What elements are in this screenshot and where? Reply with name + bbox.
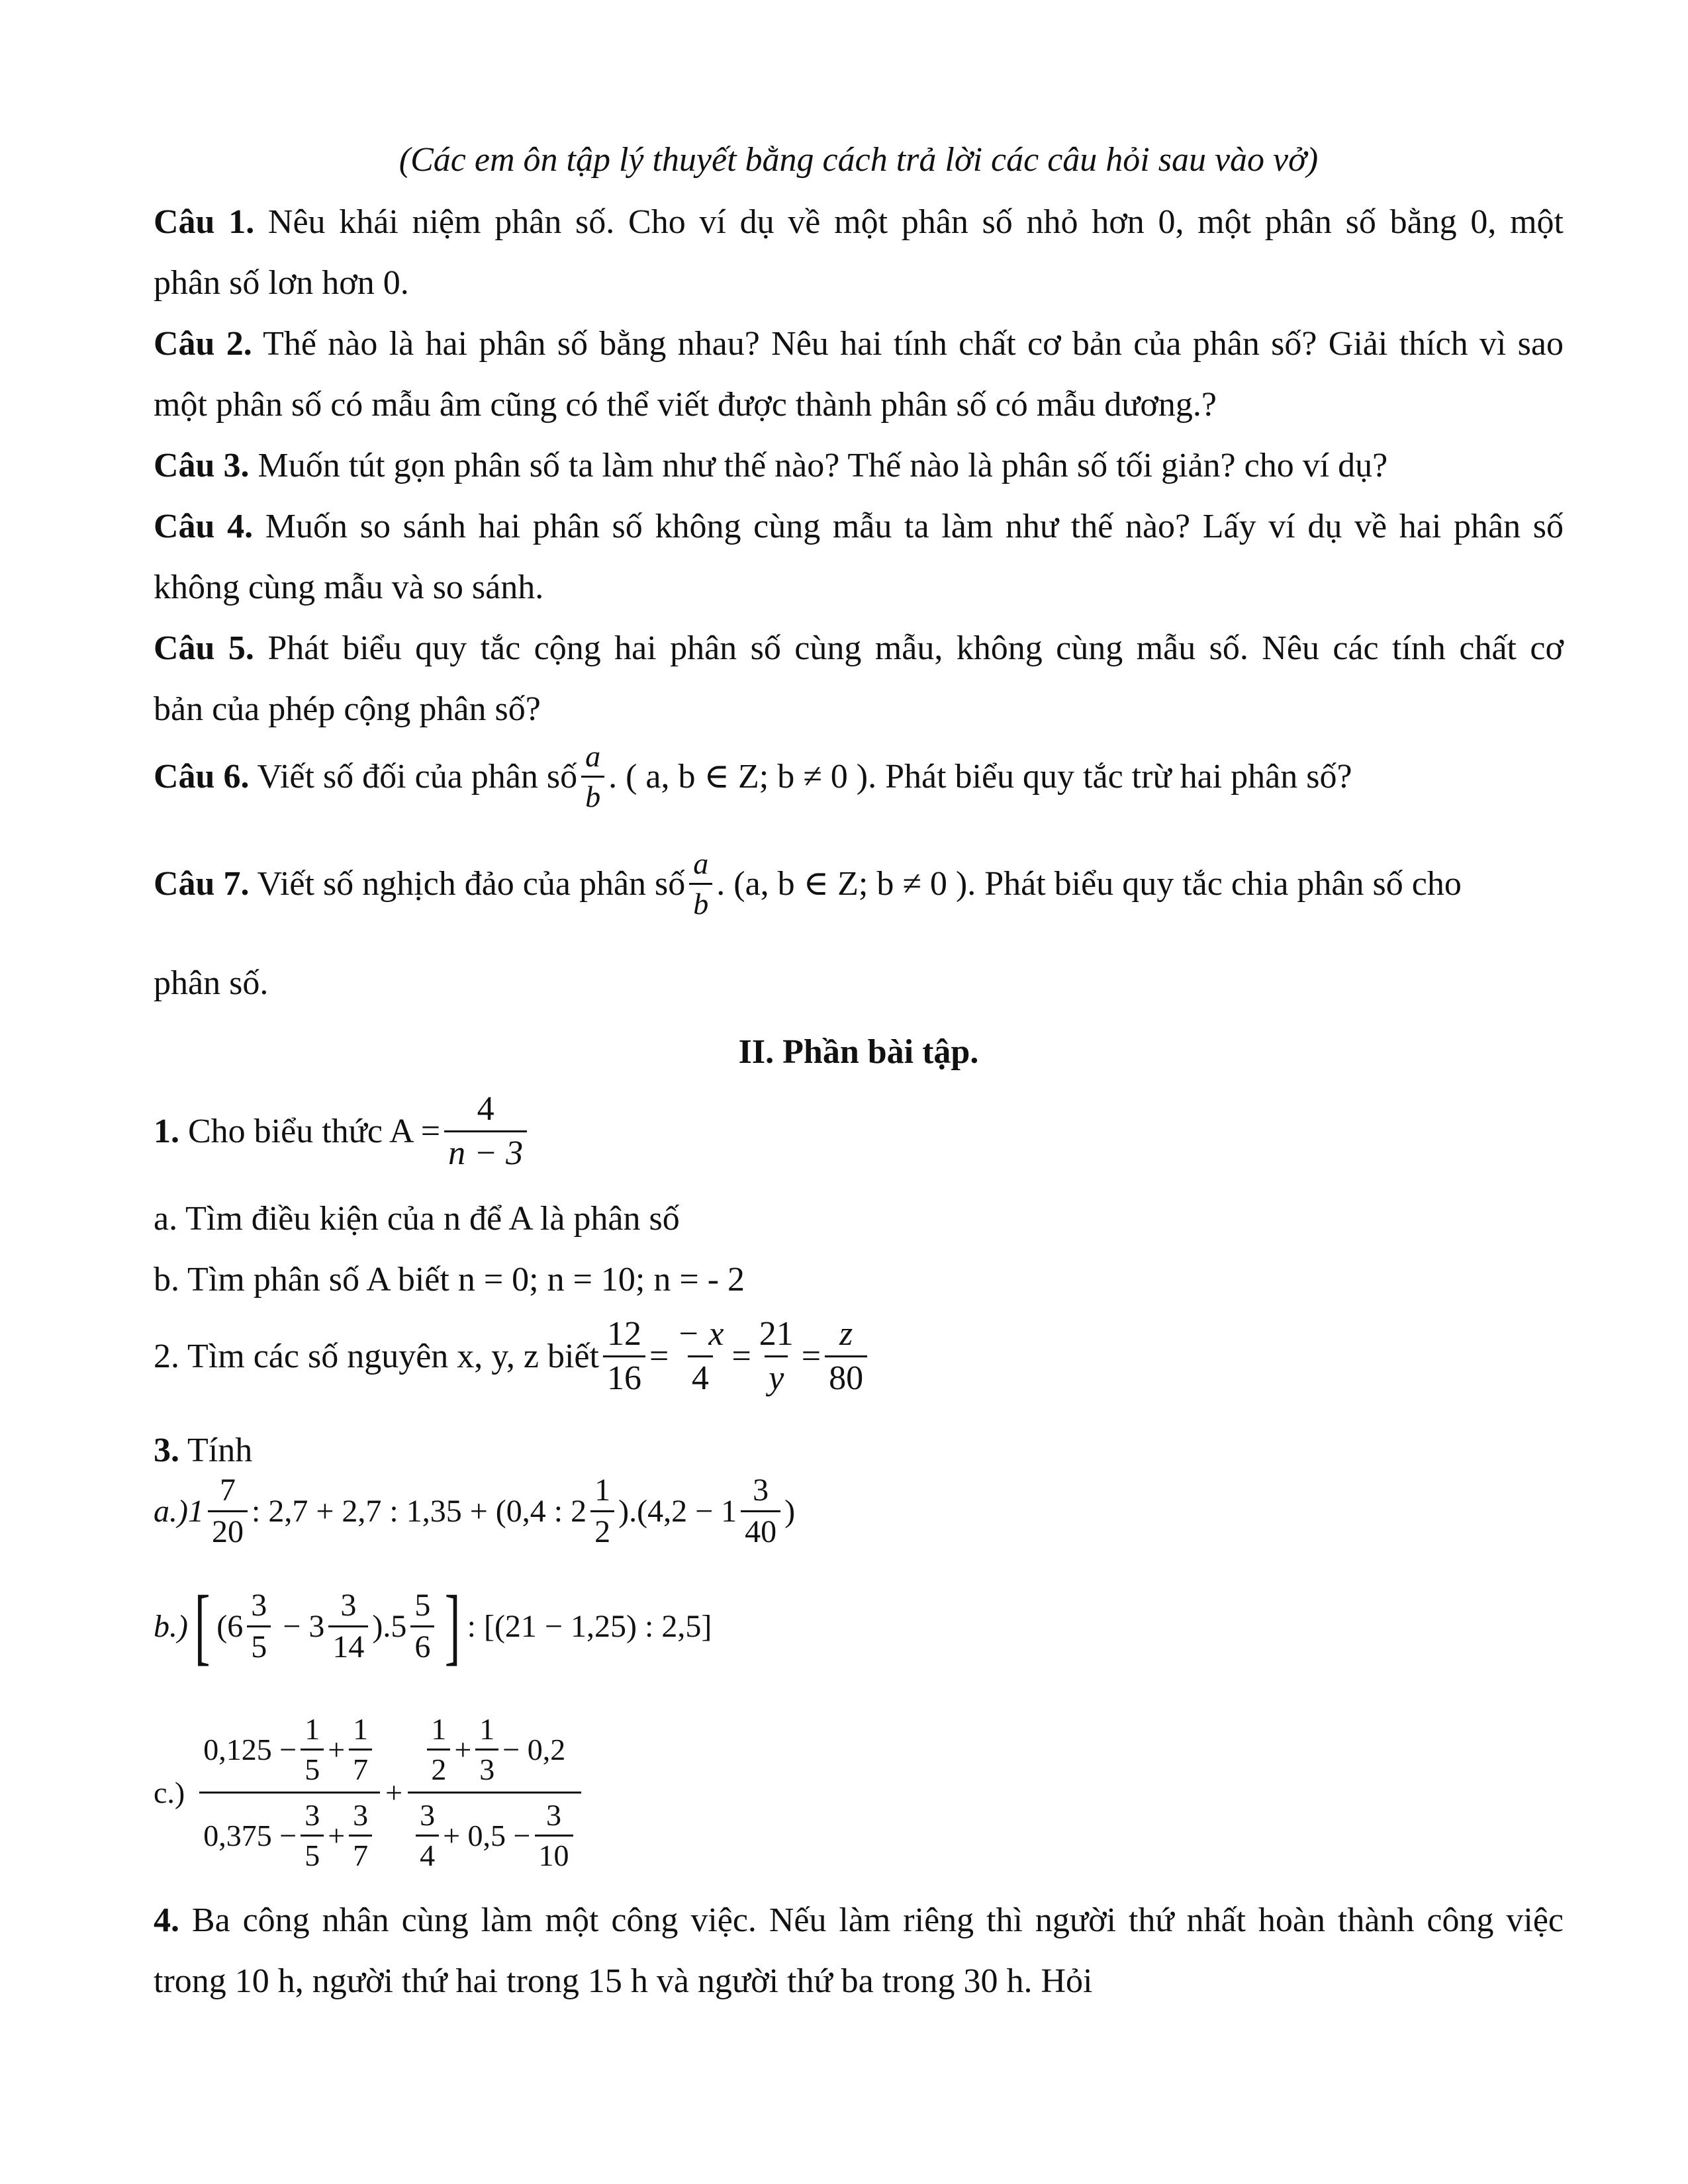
question-6-text-before: Viết số đối của phân số (249, 757, 578, 796)
fraction-numerator: 7 (219, 1473, 236, 1508)
term: 0,125 − (203, 1732, 297, 1766)
fraction (535, 1800, 573, 1871)
question-1-label: Câu 1. (154, 203, 255, 241)
fraction-denominator: b (581, 776, 604, 812)
question-2-line-1 (154, 314, 1564, 375)
term: − 0,2 (502, 1732, 566, 1766)
fraction-denominator: 80 (825, 1355, 867, 1396)
fraction-denominator: 4 (688, 1355, 713, 1396)
left-bracket: [ (194, 1578, 211, 1674)
term: + 0,5 − (443, 1818, 531, 1852)
exercise-3b-fraction-1 (247, 1587, 271, 1664)
question-7-text-after: . (a, b ∈ Z; b ≠ 0 ). Phát biểu quy tắc chia phân số cho (716, 864, 1462, 903)
equals-sign: = (801, 1338, 821, 1375)
fraction-denominator: y (765, 1355, 788, 1396)
exercise-3c-complex-fraction-2 (408, 1714, 581, 1871)
fraction-numerator: 21 (759, 1315, 794, 1353)
fraction-numerator: 3 (753, 1473, 769, 1508)
fraction-numerator: 4 (477, 1090, 494, 1128)
fraction-numerator: 1 (353, 1712, 369, 1746)
exercise-1-label: 1. (154, 1113, 179, 1150)
exercise-3a-middle-2: ).(4,2 − 1 (618, 1494, 737, 1529)
question-5-line-1 (154, 618, 1564, 679)
exercise-3a-end: ) (784, 1494, 796, 1529)
exercise-2-expression (154, 1317, 871, 1396)
question-4-line-2: không cùng mẫu và so sánh. (154, 569, 544, 606)
complex-denominator-2 (408, 1792, 581, 1871)
exercise-3b-tail: : [(21 − 1,25) : 2,5] (467, 1608, 712, 1644)
exercise-3a-fraction-2 (590, 1475, 614, 1548)
exercise-3b-middle-2: ).5 (372, 1608, 407, 1644)
fraction-denominator: 3 (475, 1749, 498, 1785)
fraction-denominator: 14 (328, 1625, 368, 1663)
question-4-label: Câu 4. (154, 508, 254, 545)
fraction-denominator: 20 (208, 1510, 248, 1548)
fraction-denominator: 2 (590, 1510, 614, 1548)
operator: + (328, 1732, 346, 1766)
fraction-denominator: b (689, 883, 712, 919)
question-6-line (154, 741, 1564, 812)
fraction-numerator: 3 (251, 1587, 267, 1623)
fraction-numerator: 3 (353, 1798, 369, 1832)
fraction-numerator: 1 (479, 1712, 495, 1746)
fraction-denominator: 16 (603, 1355, 645, 1396)
fraction (427, 1714, 450, 1785)
fraction (349, 1800, 372, 1871)
exercise-3a-middle-1: : 2,7 + 2,7 : 1,35 + (0,4 : 2 (251, 1494, 587, 1529)
question-2-text: Thế nào là hai phân số bằng nhau? Nêu hai tính chất cơ bản của phân số? Giải thích vì sao (252, 325, 1564, 363)
fraction-numerator: a (585, 739, 601, 773)
exercise-3a-fraction-1 (208, 1475, 248, 1548)
fraction-denominator: 5 (301, 1835, 324, 1871)
operator: + (328, 1818, 346, 1852)
fraction-numerator: 1 (305, 1712, 320, 1746)
section-title (154, 1022, 1564, 1083)
fraction-numerator: − x (677, 1315, 724, 1353)
question-3-text: Muốn tút gọn phân số ta làm như thế nào? Thế nào là phân số tối giản? cho ví dụ? (249, 447, 1388, 484)
exercise-3b-fraction-3 (410, 1587, 434, 1664)
exercise-2-fraction-2 (673, 1317, 727, 1396)
complex-numerator-1 (199, 1714, 380, 1792)
question-2-label: Câu 2. (154, 325, 252, 363)
exercise-1-text: Cho biểu thức A = (179, 1113, 441, 1150)
fraction (475, 1714, 498, 1785)
exercise-2-fraction-1 (603, 1317, 645, 1396)
complex-numerator-2 (419, 1714, 569, 1792)
exercise-3b-part-1: (6 (216, 1608, 244, 1644)
fraction (301, 1800, 324, 1871)
fraction (301, 1714, 324, 1785)
exercise-3-text: Tính (179, 1432, 253, 1469)
question-7-fraction (689, 848, 712, 919)
fraction-numerator: 12 (606, 1315, 641, 1353)
fraction-numerator: 5 (414, 1587, 431, 1623)
operator: + (454, 1732, 472, 1766)
exercise-1-expression (154, 1092, 531, 1171)
question-6-text-after: . ( a, b ∈ Z; b ≠ 0 ). Phát biểu quy tắc trừ hai phân số? (608, 757, 1352, 796)
equals-sign: = (731, 1338, 751, 1375)
exercise-3-heading (154, 1420, 1564, 1481)
complex-denominator-1 (199, 1792, 380, 1871)
exercise-4-line-1 (154, 1890, 1564, 1951)
exercise-4-line-2: trong 10 h, người thứ hai trong 15 h và người thứ ba trong 30 h. Hỏi (154, 1962, 1093, 2000)
question-7-label: Câu 7. (154, 864, 250, 903)
fraction-denominator: 5 (247, 1625, 271, 1663)
question-1-line-1 (154, 192, 1564, 253)
exercise-3b-fraction-2 (328, 1587, 368, 1664)
fraction-numerator: z (839, 1315, 853, 1353)
question-5-label: Câu 5. (154, 629, 254, 667)
exercise-2-fraction-3 (755, 1317, 798, 1396)
fraction (349, 1714, 372, 1785)
question-7-line-1 (154, 848, 1564, 919)
intro-note: (Các em ôn tập lý thuyết bằng cách trả lời các câu hỏi sau vào vở) (399, 141, 1319, 179)
exercise-3a-prefix: a.)1 (154, 1494, 204, 1529)
question-1-line-2: phân số lơn hơn 0. (154, 264, 409, 302)
fraction-numerator: 3 (340, 1587, 357, 1623)
fraction-denominator: n − 3 (444, 1130, 527, 1171)
exercise-3a-fraction-3 (741, 1475, 780, 1548)
fraction-numerator: 1 (431, 1712, 447, 1746)
exercise-1-fraction (444, 1092, 527, 1171)
fraction-numerator: 3 (305, 1798, 320, 1832)
fraction-denominator: 2 (427, 1749, 450, 1785)
exercise-3-label: 3. (154, 1432, 179, 1469)
exercise-1a: a. Tìm điều kiện của n để A là phân số (154, 1200, 680, 1238)
exercise-4-text: Ba công nhân cùng làm một công việc. Nếu làm riêng thì người thứ nhất hoàn thành công việc (179, 1901, 1564, 1939)
fraction-denominator: 4 (416, 1835, 439, 1871)
question-4-text: Muốn so sánh hai phân số không cùng mẫu ta làm như thế nào? Lấy ví dụ về hai phân số (253, 508, 1564, 545)
exercise-4-label: 4. (154, 1901, 179, 1939)
question-1-text: Nêu khái niệm phân số. Cho ví dụ về một phân số nhỏ hơn 0, một phân số bằng 0, một (254, 203, 1564, 241)
term: 0,375 − (203, 1818, 297, 1852)
section-title-text: II. Phần bài tập. (738, 1033, 979, 1071)
fraction-denominator: 5 (301, 1749, 324, 1785)
exercise-3b-middle-1: − 3 (275, 1608, 325, 1644)
fraction-numerator: 3 (420, 1798, 436, 1832)
question-2-line-2: một phân số có mẫu âm cũng có thể viết được thành phân số có mẫu dương.? (154, 386, 1217, 424)
exercise-2-text: 2. Tìm các số nguyên x, y, z biết (154, 1338, 599, 1375)
fraction-denominator: 7 (349, 1835, 372, 1871)
fraction-denominator: 7 (349, 1749, 372, 1785)
exercise-3b-prefix: b.) (154, 1608, 188, 1644)
fraction-numerator: a (693, 846, 709, 880)
exercise-3b-expression (154, 1578, 712, 1674)
exercise-1b: b. Tìm phân số A biết n = 0; n = 10; n = - 2 (154, 1261, 745, 1298)
fraction-numerator: 1 (594, 1473, 611, 1508)
document-page (154, 0, 1564, 2184)
question-7-text-before: Viết số nghịch đảo của phân số (249, 864, 686, 903)
question-3-line-1 (154, 435, 1564, 496)
fraction (416, 1800, 439, 1871)
fraction-denominator: 10 (535, 1835, 573, 1871)
question-3-label: Câu 3. (154, 447, 250, 484)
plus-sign: + (385, 1776, 403, 1809)
exercise-3c-complex-fraction-1 (199, 1714, 380, 1871)
question-5-text: Phát biểu quy tắc cộng hai phân số cùng mẫu, không cùng mẫu số. Nêu các tính chất cơ (254, 629, 1564, 667)
equals-sign: = (649, 1338, 669, 1375)
exercise-3c-prefix: c.) (154, 1776, 185, 1809)
question-5-line-2: bản của phép cộng phân số? (154, 690, 541, 728)
right-bracket: ] (445, 1578, 461, 1674)
question-6-label: Câu 6. (154, 757, 250, 796)
exercise-3c-expression (154, 1714, 586, 1871)
exercise-3a-expression (154, 1475, 795, 1548)
question-6-fraction (581, 741, 604, 812)
fraction-denominator: 40 (741, 1510, 780, 1548)
question-4-line-1 (154, 496, 1564, 557)
fraction-denominator: 6 (410, 1625, 434, 1663)
question-7-line-2: phân số. (154, 964, 269, 1002)
exercise-2-fraction-4 (825, 1317, 867, 1396)
fraction-numerator: 3 (546, 1798, 561, 1832)
